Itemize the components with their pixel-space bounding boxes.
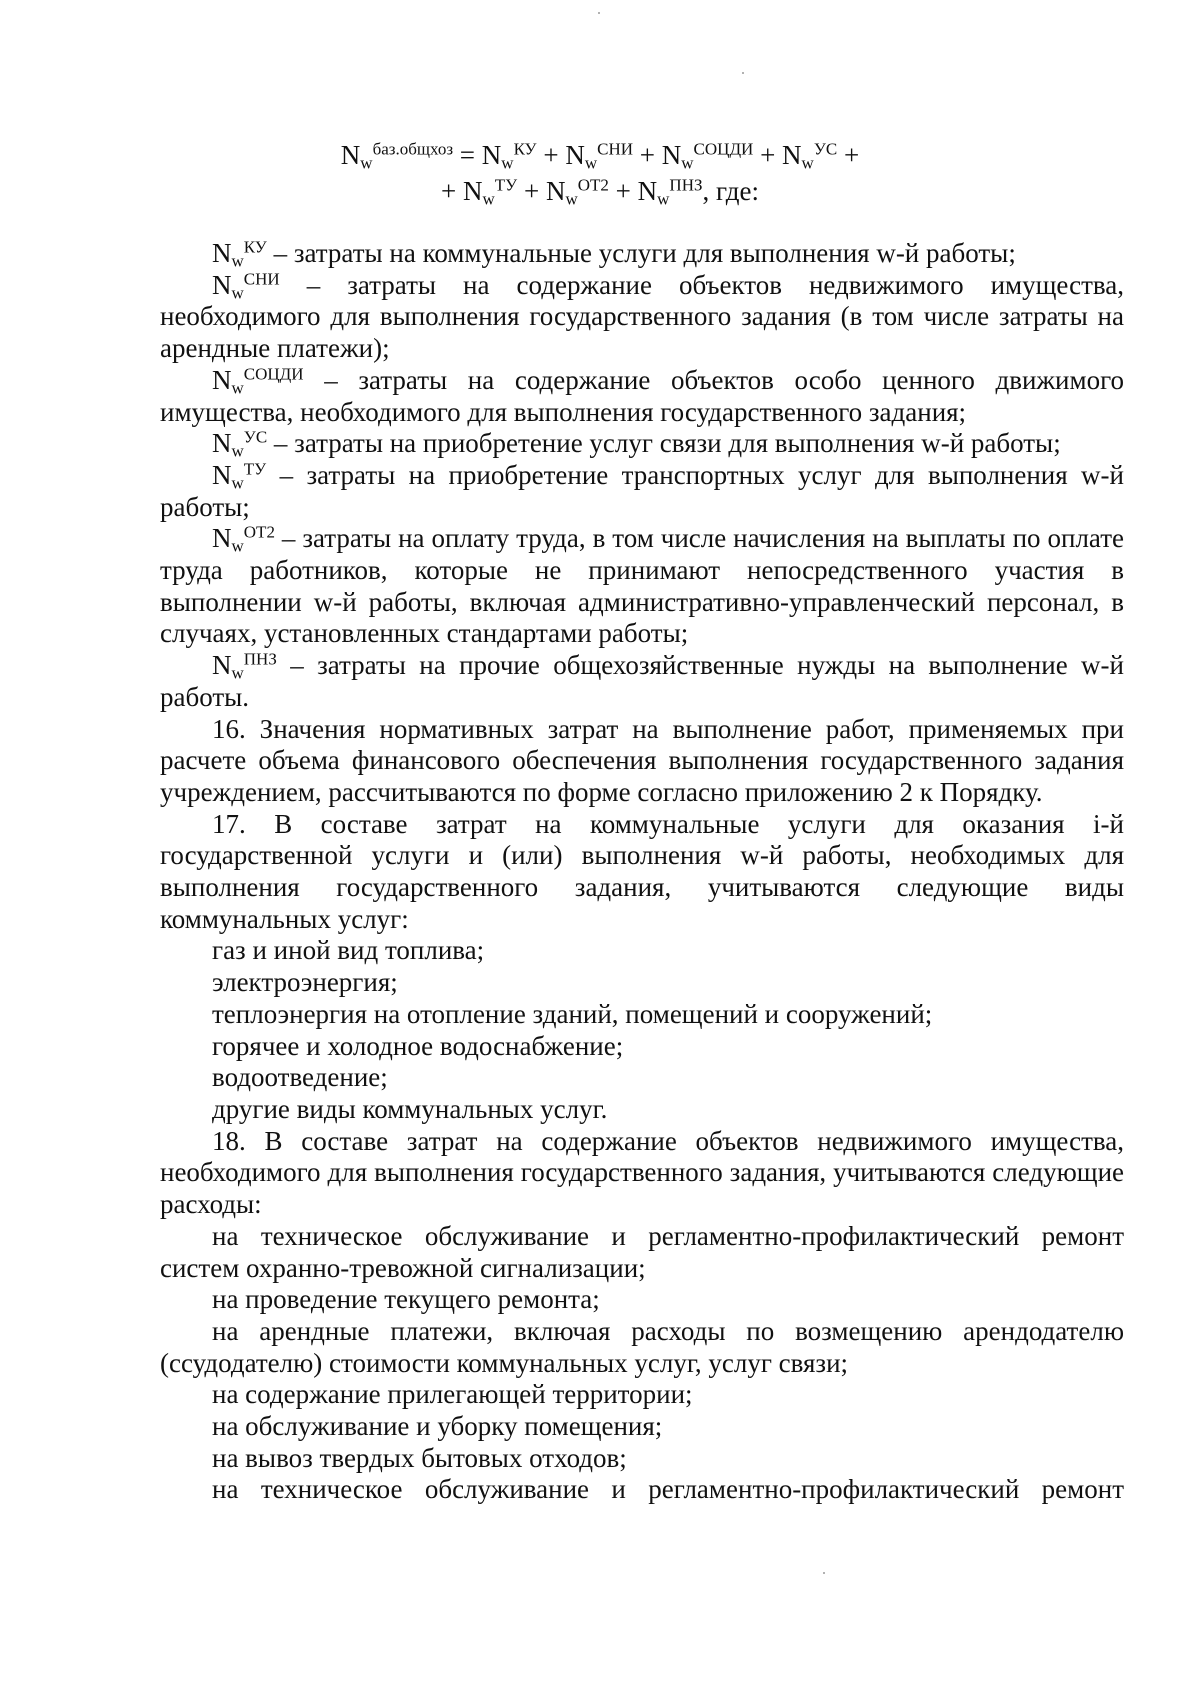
formula-symbol: N — [340, 140, 361, 170]
definition-ot2: $N_w^{ОТ2}$ – затраты на оплату труда, в том числе начисления на выплаты по оплате труда работников, которые не принимают непосредственного участия в выполнении w-й работы, включая административно-управленческий персонал, в случаях, установленных стандартами работы; — [160, 522, 1124, 649]
list-item: другие виды коммунальных услуг. — [212, 1093, 608, 1124]
definition-tu: $N_w^{ТУ}$ – затраты на приобретение транспортных услуг для выполнения w-й работы; — [160, 459, 1124, 522]
list-item: водоотведение; — [212, 1062, 388, 1093]
list-item: на обслуживание и уборку помещения; — [212, 1411, 663, 1442]
formula-line-1: $N_w^{баз.общхоз} = N_w^{КУ} + N_w^{СНИ} + N_w^{СОЦДИ} + N_w^{УС}$ + — [340, 139, 860, 173]
formula-line-2: + $N_w^{ТУ} + N_w^{ОТ2} + N_w^{ПНЗ}$, где: — [441, 175, 759, 209]
list-item: на содержание прилегающей территории; — [212, 1379, 693, 1410]
list-item: горячее и холодное водоснабжение; — [212, 1030, 624, 1061]
list-item: на техническое обслуживание и регламентно-профилактический ремонт систем охранно-тревожной сигнализации; — [160, 1220, 1124, 1283]
list-item: на вывоз твердых бытовых отходов; — [212, 1442, 627, 1473]
scan-speck — [823, 1572, 825, 1574]
list-item: электроэнергия; — [212, 967, 398, 998]
definition-sni: $N_w^{СНИ}$ – затраты на содержание объектов недвижимого имущества, необходимого для выполнения государственного задания (в том числе затраты на арендные платежи); — [160, 269, 1124, 364]
list-item-continued: на техническое обслуживание и регламентно-профилактический ремонт — [212, 1474, 1124, 1505]
list-item: газ и иной вид топлива; — [212, 935, 485, 966]
paragraph-18: 18. В составе затрат на содержание объектов недвижимого имущества, необходимого для выполнения государственного задания, учитываются следующие расходы: — [160, 1125, 1124, 1220]
list-item: на арендные платежи, включая расходы по возмещению арендодателю (ссудодателю) стоимости коммунальных услуг, услуг связи; — [160, 1315, 1124, 1378]
list-item: теплоэнергия на отопление зданий, помещений и сооружений; — [212, 998, 933, 1029]
formula-lhs-superscript: баз.общхоз — [372, 139, 454, 159]
definition-ku: $N_w^{КУ}$ – затраты на коммунальные услуги для выполнения w-й работы; — [212, 237, 1016, 271]
definition-pnz: $N_w^{ПНЗ}$ – затраты на прочие общехозяйственные нужды на выполнение w-й работы. — [160, 649, 1124, 712]
definition-sotsdi: $N_w^{СОЦДИ}$ – затраты на содержание объектов особо ценного движимого имущества, необходимого для выполнения государственного задания; — [160, 364, 1124, 427]
definition-us: $N_w^{УС}$ – затраты на приобретение услуг связи для выполнения w-й работы; — [212, 427, 1061, 461]
list-item: на проведение текущего ремонта; — [212, 1284, 600, 1315]
scan-speck — [598, 12, 600, 14]
document-body — [160, 238, 1124, 1506]
paragraph-17: 17. В составе затрат на коммунальные услуги для оказания i-й государственной услуги и (или) выполнения w-й работы, необходимых для выполнения государственного задания, учитываются следующие виды коммунальных услуг: — [160, 808, 1124, 934]
scan-speck — [742, 72, 744, 74]
paragraph-16: 16. Значения нормативных затрат на выполнение работ, применяемых при расчете объема финансового обеспечения выполнения государственного задания учреждением, рассчитываются по форме согласно приложению 2 к Порядку. — [160, 713, 1124, 807]
